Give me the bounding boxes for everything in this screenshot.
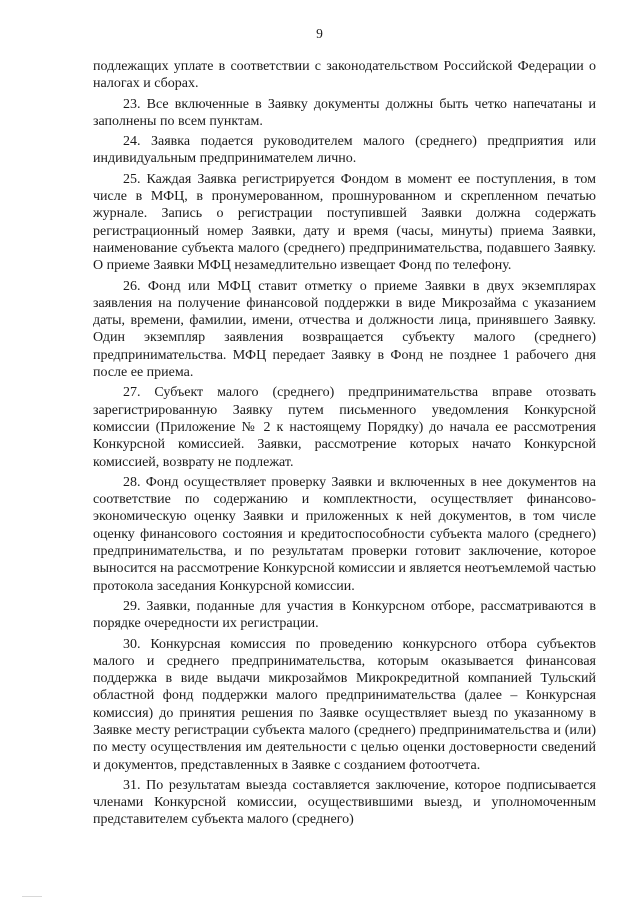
- paragraph-27: 27. Субъект малого (среднего) предпринимательства вправе отозвать зарегистрированную Заявку путем письменного уведомления Конкурсной комиссии (Приложение № 2 к настоящему Порядку) до начала ее рассмотрения Конкурсной комиссией. Заявки, рассмотрение которых начато Конкурсной комиссией, возврату не подлежат.: [93, 385, 596, 470]
- paragraph-29: 29. Заявки, поданные для участия в Конкурсном отборе, рассматриваются в порядке очередности их регистрации.: [93, 598, 596, 632]
- scan-artifact: [22, 896, 42, 897]
- paragraph-24: 24. Заявка подается руководителем малого (среднего) предприятия или индивидуальным предпринимателем лично.: [93, 134, 596, 167]
- paragraph-23: 23. Все включенные в Заявку документы должны быть четко напечатаны и заполнены по всем пунктам.: [93, 96, 596, 129]
- paragraph-25: 25. Каждая Заявка регистрируется Фондом в момент ее поступления, в том числе в МФЦ, в пронумерованном, прошнурованном и скрепленном печатью журнале. Запись о регистрации поступившей Заявки должна содержать регистрационный номер Заявки, дату и время (часы, минуты) приема Заявки, наименование субъекта малого (среднего) предпринимательства, подавшего Заявку. О приеме Заявки МФЦ незамедлительно извещает Фонд по телефону.: [93, 171, 596, 274]
- document-body: [93, 58, 596, 832]
- paragraph-30: 30. Конкурсная комиссия по проведению конкурсного отбора субъектов малого и среднего предпринимательства, которым оказывается финансовая поддержка в виде выдачи микрозаймов Микрокредитной компанией Тульский областной фонд поддержки малого предпринимательства (далее – Конкурсная комиссия) до принятия решения по Заявке осуществляет выезд по указанному в Заявке месту регистрации субъекта малого (среднего) предпринимательства и (или) по месту осуществления им деятельности с целью оценки достоверности сведений и документов, представленных в Заявке с созданием фотоотчета.: [93, 636, 596, 773]
- paragraph-28: 28. Фонд осуществляет проверку Заявки и включенных в нее документов на соответствие по содержанию и комплектности, осуществляет финансово-экономическую оценку Заявки и приложенных к ней документов, в том числе оценку финансового состояния и кредитоспособности субъекта малого (среднего) предпринимательства, и по результатам проверки готовит заключение, которое выносится на рассмотрение Конкурсной комиссии и является неотъемлемой частью протокола заседания Конкурсной комиссии.: [93, 474, 596, 594]
- paragraph-31: 31. По результатам выезда составляется заключение, которое подписывается членами Конкурсной комиссии, осуществившими выезд, и уполномоченным представителем субъекта малого (среднего): [93, 777, 596, 828]
- paragraph-22-continuation: подлежащих уплате в соответствии с законодательством Российской Федерации о налогах и сборах.: [93, 59, 596, 92]
- paragraph-26: 26. Фонд или МФЦ ставит отметку о приеме Заявки в двух экземплярах заявления на получение финансовой поддержки в виде Микрозайма с указанием даты, времени, фамилии, имени, отчества и должности лица, принявшего Заявку. Один экземпляр заявления возвращается субъекту малого (среднего) предпринимательства. МФЦ передает Заявку в Фонд не позднее 1 рабочего дня после ее приема.: [93, 278, 596, 381]
- page-number: 9: [316, 26, 323, 41]
